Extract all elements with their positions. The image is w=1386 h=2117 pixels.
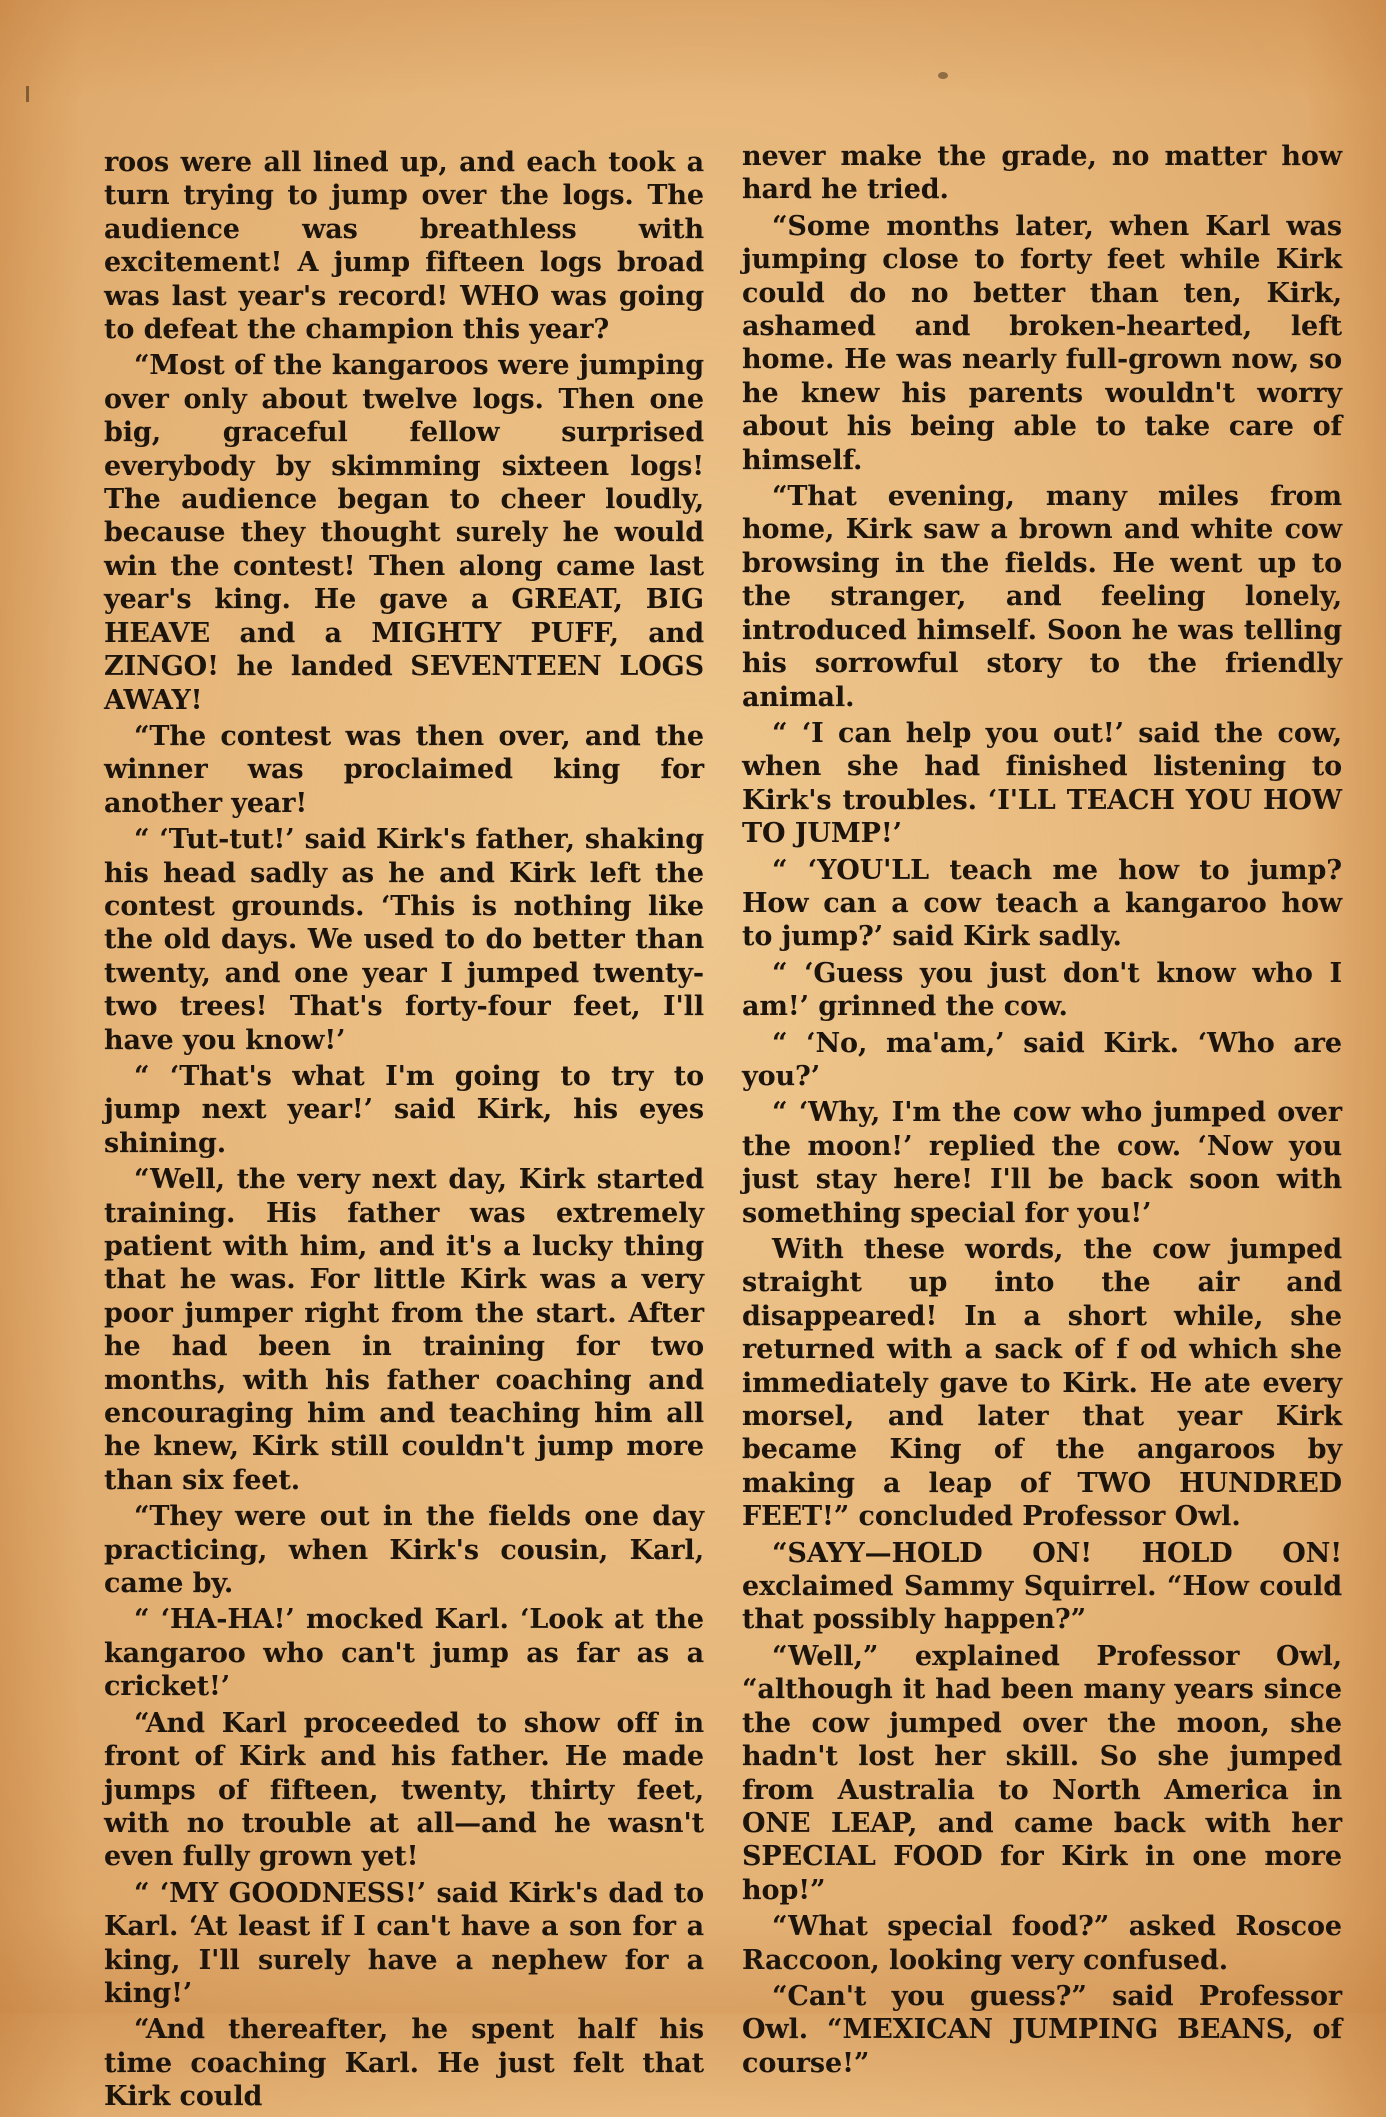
left-column [104,146,704,2117]
margin-mark [26,86,29,102]
paragraph: “And Karl proceeded to show off in front of Kirk and his father. He made jumps of fifteen, twenty, thirty feet, with no trouble at all—and he wasn't even fully grown yet! [104,1707,704,1873]
paragraph: “ ‘Guess you just don't know who I am!’ grinned the cow. [742,957,1342,1023]
paragraph: “They were out in the fields one day practicing, when Kirk's cousin, Karl, came by. [104,1501,704,1600]
paragraph: “The contest was then over, and the winner was proclaimed king for another year! [104,720,704,819]
paragraph: never make the grade, no matter how hard he tried. [742,141,1342,206]
paragraph: “Well,” explained Professor Owl, “although it had been many years since the cow jumped over the moon, she hadn't lost her skill. So she jumped from Australia to North America in ONE LEAP, and came back with her SPECIAL FOOD for Kirk in one more hop!” [742,1640,1342,1906]
paragraph: “ ‘MY GOODNESS!’ said Kirk's dad to Karl. ‘At least if I can't have a son for a king, I'll surely have a nephew for a king!’ [104,1877,704,2009]
paragraph: “SAYY—HOLD ON! HOLD ON! exclaimed Sammy Squirrel. “How could that possibly happen?” [742,1537,1342,1636]
paragraph: “What special food?” asked Roscoe Raccoon, looking very confused. [742,1911,1342,1976]
paragraph: “Can't you guess?” said Professor Owl. “MEXICAN JUMPING BEANS, of course!” [742,1980,1342,2079]
paragraph: “Well, the very next day, Kirk started training. His father was extremely patient with him, and it's a lucky thing that he was. For little Kirk was a very poor jumper right from the start. After he had been in training for two months, with his father coaching and encouraging him and teaching him all he knew, Kirk still couldn't jump more than six feet. [104,1164,704,1496]
paragraph: “That evening, many miles from home, Kirk saw a brown and white cow browsing in the fields. He went up to the stranger, and feeling lonely, introduced himself. Soon he was telling his sorrowful story to the friendly animal. [742,481,1342,713]
paragraph: With these words, the cow jumped straight up into the air and disappeared! In a short while, she returned with a sack of f od which she immediately gave to Kirk. He ate every morsel, and later that year Kirk became King of the angaroos by making a leap of TWO HUNDRED FEET!” concluded Professor Owl. [742,1234,1342,1533]
paragraph: roos were all lined up, and each took a turn trying to jump over the logs. The audience was breathless with excitement! A jump fifteen logs broad was last year's record! WHO was going to defeat the champion this year? [104,147,704,346]
ink-spot [938,72,948,79]
paragraph: “ ‘I can help you out!’ said the cow, when she had finished listening to Kirk's troubles. ‘I'LL TEACH YOU HOW TO JUMP!’ [742,717,1342,850]
paragraph: “And thereafter, he spent half his time coaching Karl. He just felt that Kirk could [104,2014,704,2113]
paragraph: “ ‘That's what I'm going to try to jump next year!’ said Kirk, his eyes shining. [104,1060,704,1159]
paragraph: “ ‘No, ma'am,’ said Kirk. ‘Who are you?’ [742,1027,1342,1092]
paragraph: “ ‘Why, I'm the cow who jumped over the moon!’ replied the cow. ‘Now you just stay here! I'll be back soon with something special for you!’ [742,1097,1342,1229]
right-column [742,140,1342,2083]
paragraph: “Some months later, when Karl was jumping close to forty feet while Kirk could do no better than ten, Kirk, ashamed and broken-hearted, left home. He was nearly full-grown now, so he knew his parents wouldn't worry about his being able to take care of himself. [742,210,1342,476]
paragraph: “ ‘Tut-tut!’ said Kirk's father, shaking his head sadly as he and Kirk left the contest grounds. ‘This is nothing like the old days. We used to do better than twenty, and one year I jumped twenty-two trees! That's forty-four feet, I'll have you know!’ [104,824,704,1056]
paragraph: “Most of the kangaroos were jumping over only about twelve logs. Then one big, graceful fellow surprised everybody by skimming sixteen logs! The audience began to cheer loudly, because they thought surely he would win the contest! Then along came last year's king. He gave a GREAT, BIG HEAVE and a MIGHTY PUFF, and ZINGO! he landed SEVENTEEN LOGS AWAY! [104,350,704,716]
paragraph: “ ‘HA-HA!’ mocked Karl. ‘Look at the kangaroo who can't jump as far as a cricket!’ [104,1604,704,1703]
paragraph: “ ‘YOU'LL teach me how to jump? How can a cow teach a kangaroo how to jump?’ said Kirk sadly. [742,854,1342,953]
